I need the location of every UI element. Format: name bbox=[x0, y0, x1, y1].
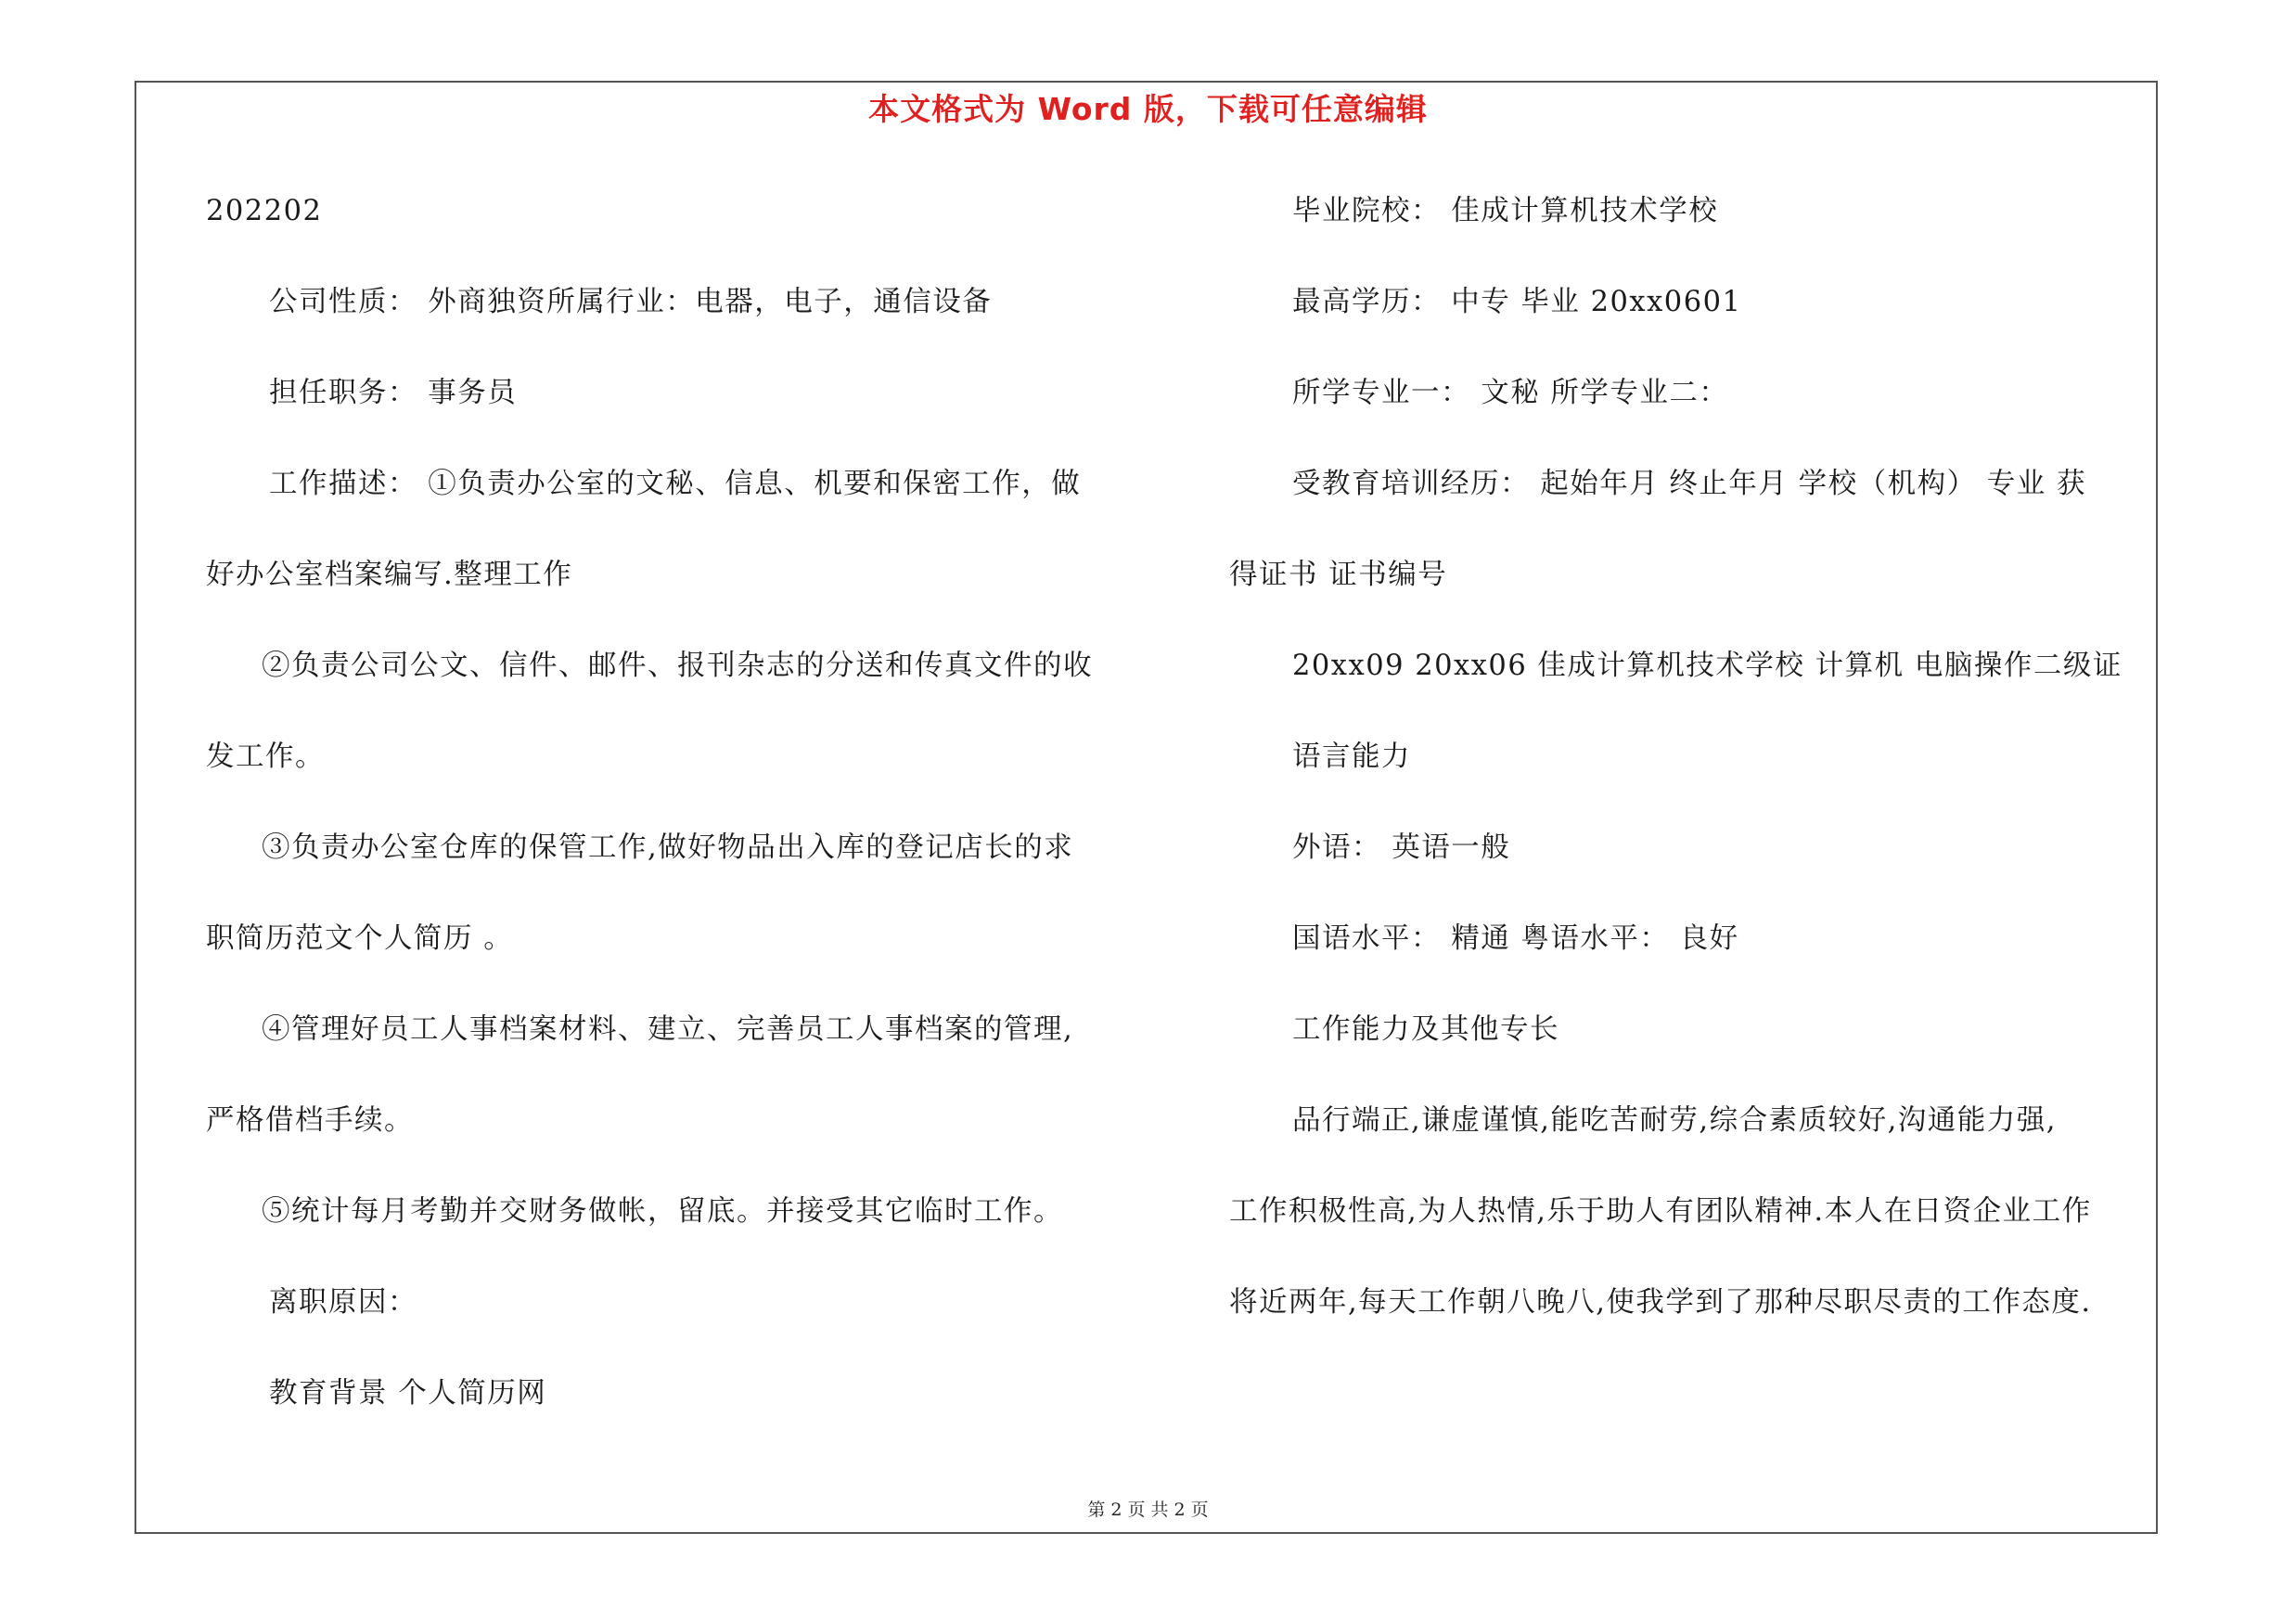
position-line: 担任职务： 事务员 bbox=[269, 377, 518, 409]
job-description-line: 工作描述： ①负责办公室的文秘、信息、机要和保密工作，做 bbox=[269, 468, 1082, 500]
major-line: 所学专业一： 文秘 所学专业二： bbox=[1292, 377, 1729, 409]
mandarin-line: 国语水平： 精通 粤语水平： 良好 bbox=[1292, 922, 1739, 955]
duty-4-line: ④管理好员工人事档案材料、建立、完善员工人事档案的管理, bbox=[262, 1013, 1074, 1046]
education-heading: 教育背景 个人简历网 bbox=[269, 1377, 547, 1410]
job-description-cont: 好办公室档案编写.整理工作 bbox=[206, 559, 573, 591]
leave-reason-line: 离职原因： bbox=[269, 1286, 417, 1319]
foreign-language-line: 外语： 英语一般 bbox=[1292, 831, 1511, 864]
duty-2-cont: 发工作。 bbox=[206, 741, 325, 773]
duty-3-cont: 职简历范文个人简历 。 bbox=[206, 922, 514, 955]
date-line: 202202 bbox=[206, 195, 323, 227]
duty-5-line: ⑤统计每月考勤并交财务做帐，留底。并接受其它临时工作。 bbox=[262, 1195, 1063, 1228]
abilities-heading: 工作能力及其他专长 bbox=[1292, 1013, 1559, 1046]
header-banner: 本文格式为 Word 版，下载可任意编辑 bbox=[868, 91, 1428, 127]
training-header-cont: 得证书 证书编号 bbox=[1229, 559, 1448, 591]
duty-2-line: ②负责公司公文、信件、邮件、报刊杂志的分送和传真文件的收 bbox=[262, 650, 1093, 682]
training-record-line: 20xx09 20xx06 佳成计算机技术学校 计算机 电脑操作二级证 bbox=[1292, 650, 2123, 682]
abilities-line-3: 将近两年,每天工作朝八晚八,使我学到了那种尽职尽责的工作态度. bbox=[1229, 1286, 2092, 1319]
language-heading: 语言能力 bbox=[1292, 741, 1411, 773]
company-nature-line: 公司性质： 外商独资所属行业：电器，电子，通信设备 bbox=[269, 286, 993, 318]
training-header-line: 受教育培训经历： 起始年月 终止年月 学校（机构） 专业 获 bbox=[1292, 468, 2086, 500]
abilities-line-2: 工作积极性高,为人热情,乐于助人有团队精神.本人在日资企业工作 bbox=[1229, 1195, 2092, 1228]
highest-degree-line: 最高学历： 中专 毕业 20xx0601 bbox=[1292, 286, 1742, 318]
abilities-line-1: 品行端正,谦虚谨慎,能吃苦耐劳,综合素质较好,沟通能力强, bbox=[1292, 1104, 2057, 1137]
page-number: 第 2 页 共 2 页 bbox=[1087, 1500, 1209, 1520]
school-line: 毕业院校： 佳成计算机技术学校 bbox=[1292, 195, 1719, 227]
duty-4-cont: 严格借档手续。 bbox=[206, 1104, 414, 1137]
duty-3-line: ③负责办公室仓库的保管工作,做好物品出入库的登记店长的求 bbox=[262, 831, 1074, 864]
